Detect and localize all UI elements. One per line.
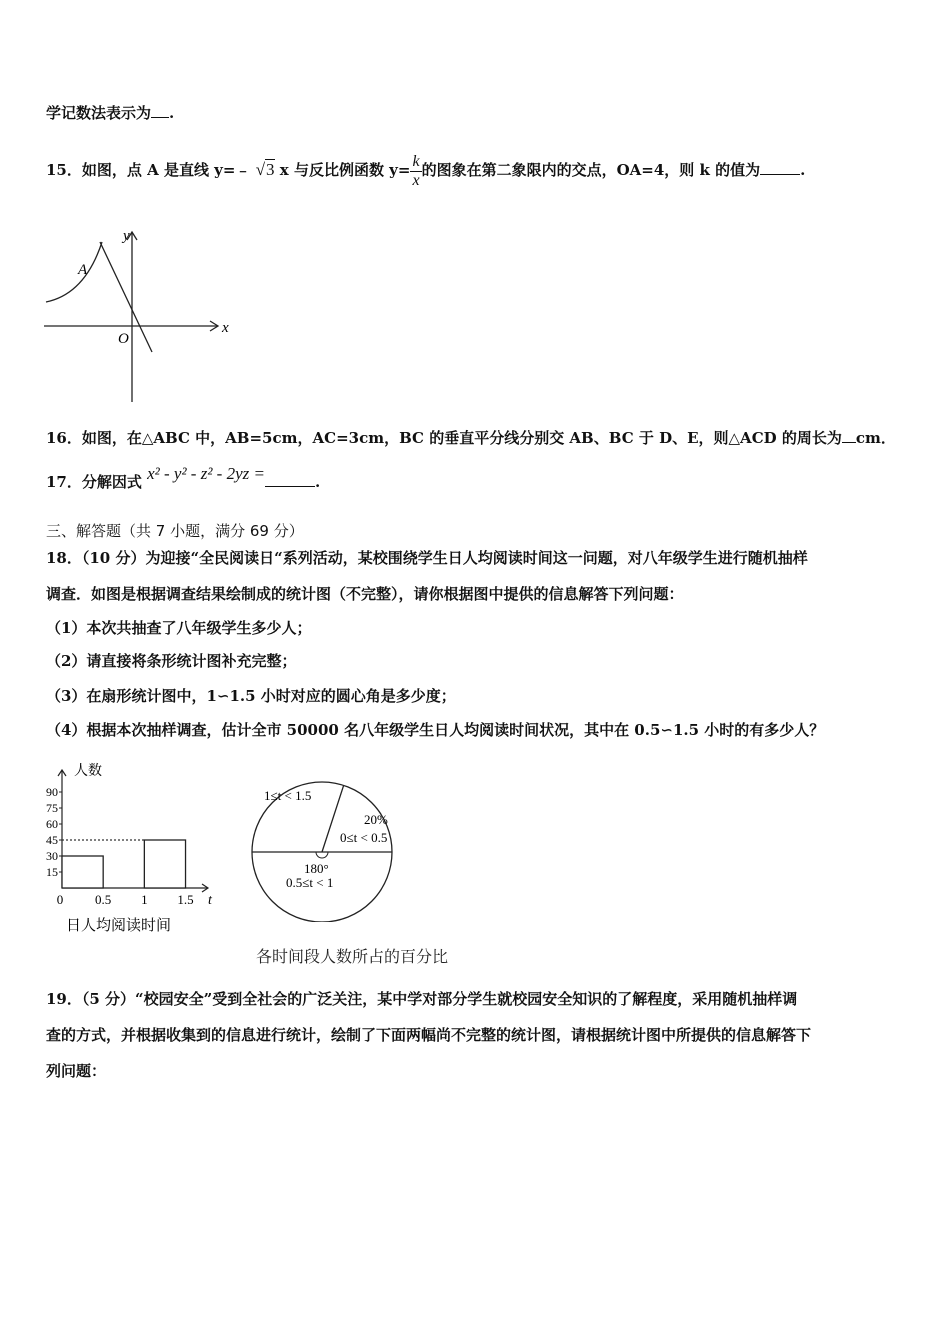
q15-frac-den: x — [412, 171, 420, 189]
q19-line3: 列问题： — [46, 1062, 107, 1080]
q17-end: . — [314, 473, 321, 491]
bar-y-tick-label: 60 — [46, 817, 58, 831]
origin-label: O — [118, 331, 129, 347]
question-15 — [46, 150, 805, 190]
x-axis-label: x — [222, 320, 229, 336]
bar-x-var-label: t — [208, 893, 212, 908]
q18-sub3: （3）在扇形统计图中，1∽1.5 小时对应的圆心角是多少度； — [46, 687, 456, 705]
q18-sub2: （2）请直接将条形统计图补充完整； — [46, 652, 297, 670]
q18-line2: 调查．如图是根据调查结果绘制成的统计图（不完整），请你根据图中提供的信息解答下列问题： — [46, 585, 684, 603]
q19-line1: 19．（5 分）“校园安全”受到全社会的广泛关注，某中学对部分学生就校园安全知识的了解程度，采用随机抽样调 — [46, 990, 798, 1008]
bar-y-tick-label: 15 — [46, 865, 58, 879]
pie-slice-value: 180° — [304, 861, 329, 876]
pie-slice-value: 20% — [364, 812, 388, 827]
bar-y-tick-label: 90 — [46, 785, 58, 799]
q15-sqrt: √3 — [255, 160, 275, 179]
q14-blank — [151, 105, 169, 118]
pie-chart-caption: 各时间段人数所占的百分比 — [256, 949, 449, 966]
q14-end: . — [169, 104, 175, 122]
q14-text: 学记数法表示为 — [46, 104, 152, 122]
bar-x-tick-label: 0.5 — [95, 892, 112, 907]
q15-end: . — [800, 161, 806, 179]
question-16 — [46, 427, 896, 449]
bar-x-label: 日人均阅读时间 — [66, 918, 172, 934]
bar-x-tick-label: 1 — [141, 892, 148, 907]
q17-blank — [265, 474, 315, 487]
pie-slice-label: 0≤t < 0.5 — [340, 830, 388, 845]
bar-y-label: 人数 — [74, 764, 102, 779]
bar-origin-label: 0 — [56, 892, 64, 907]
bar-chart — [40, 760, 220, 950]
q15-sqrt-value: 3 — [266, 160, 275, 179]
bar-y-tick-label: 75 — [46, 801, 58, 815]
q15-blank — [760, 162, 800, 175]
question-17 — [46, 465, 320, 499]
q16-blank — [842, 430, 856, 443]
q17-expression: x² - y² - z² - 2yz = — [147, 464, 265, 483]
y-axis-label: y — [123, 228, 130, 244]
q15-figure — [40, 222, 240, 407]
bar-y-tick-label: 30 — [46, 849, 58, 863]
q15-fraction — [410, 153, 421, 190]
pie-chart — [240, 762, 460, 922]
pie-slice-label: 0.5≤t < 1 — [286, 875, 334, 890]
point-a-label: A — [78, 262, 88, 278]
q17-pre: 17．分解因式 — [46, 473, 142, 491]
bar-x-tick-label: 1.5 — [177, 892, 194, 907]
bar-y-tick-label: 45 — [46, 833, 58, 847]
q15-frac-num: k — [412, 152, 420, 170]
bar — [144, 840, 185, 888]
hyperbola-curve — [46, 242, 102, 302]
pie-slice-label: 1≤t < 1.5 — [264, 788, 312, 803]
bar — [62, 856, 103, 888]
q18-line1: 18．（10 分）为迎接“全民阅读日“系列活动，某校围绕学生日人均阅读时间这一问题，对八年级学生进行随机抽样 — [46, 549, 808, 567]
q19-line2: 查的方式，并根据收集到的信息进行统计，绘制了下面两幅尚不完整的统计图，请根据统计图中所提供的信息解答下 — [46, 1026, 812, 1044]
q18-sub4: （4）根据本次抽样调查，估计全市 50000 名八年级学生日人均阅读时间状况，其中在 0.5∽1.5 小时的有多少人？ — [46, 721, 825, 739]
q16-text: 16．如图，在△ABC 中，AB=5cm，AC=3cm，BC 的垂直平分线分别交 AB、BC 于 D、E，则△ACD 的周长为 — [46, 429, 842, 447]
q14-tail — [46, 102, 174, 124]
section-3-heading: 三、解答题（共 7 小题，满分 69 分） — [46, 522, 304, 540]
q15-mid: x 与反比例函数 y= — [279, 161, 411, 179]
q16-end: cm． — [855, 429, 896, 447]
q15-pre: 15．如图，点 A 是直线 y=﹣ — [46, 161, 251, 179]
q15-post: 的图象在第二象限内的交点，OA=4，则 k 的值为 — [421, 161, 761, 179]
q18-sub1: （1）本次共抽查了八年级学生多少人； — [46, 619, 312, 637]
